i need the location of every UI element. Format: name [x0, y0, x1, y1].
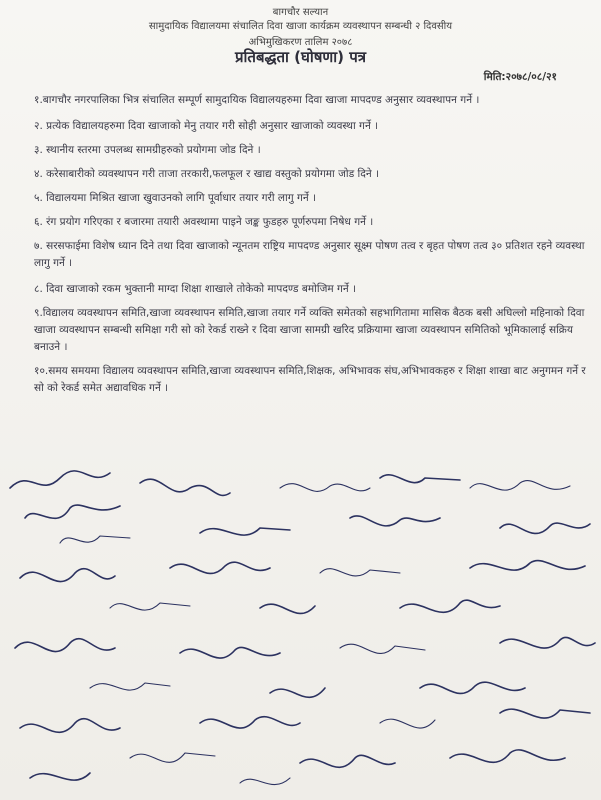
signature-mark [30, 773, 90, 780]
signature-mark [400, 600, 500, 612]
commitment-item-5: ५. विद्यालयमा मिश्रित खाजा खुवाउनको लागि पूर्वाधार तयार गरी लागु गर्ने । [34, 192, 317, 204]
signature-mark [25, 505, 120, 518]
signature-mark [60, 536, 130, 543]
signature-mark [280, 484, 370, 492]
commitment-item-6: ६. रंग प्रयोग गरिएका र बजारमा तयारी अवस्थामा पाइने जङ्क फुडहरु पूर्णरुपमा निषेध गर्ने । [34, 216, 374, 228]
signature-mark [90, 683, 170, 690]
header-location: बागचौर सल्यान [272, 7, 329, 18]
signature-mark [10, 471, 110, 488]
header-training: अभिमुखिकरण तालिम २०७८ [248, 37, 353, 48]
signature-mark [200, 717, 300, 728]
signature-mark [200, 528, 290, 535]
signature-mark [15, 639, 115, 652]
commitment-item-10: १०.समय समयमा विद्यालय व्यवस्थापन समिति,खाजा व्यवस्थापन समिति,शिक्षक, अभिभावक संघ,अभिभावकहरु र शिक्षा शाखा बाट अनुगमन गर्ने र सो को रेकर्ड समेत अद्यावधिक गर्ने । [34, 365, 586, 394]
commitment-list [34, 92, 586, 404]
signature-mark [350, 516, 440, 526]
signature-mark [500, 709, 590, 718]
commitment-item-7: ७. सरसफाईमा विशेष ध्यान दिने तथा दिवा खाजाको न्यूनतम राष्ट्रिय मापदण्ड अनुसार सूक्ष्म पोषण तत्व र बृहत पोषण तत्व ३० प्रतिशत रहने व्यवस्था लागु गर्ने । [34, 240, 585, 269]
signature-mark [340, 644, 425, 653]
commitment-item-9: ९.विद्यालय व्यवस्थापन समिति,खाजा व्यवस्थापन समिति,खाजा तयार गर्ने व्यक्ति समेतको सहभागितामा मासिक बैठक बसी अघिल्लो महिनाको दिवा खाजा व्यवस्थापन सम्बन्धी समिक्षा गरी सो को रेकर्ड राख्ने र दिवा खाजा सामग्री खरिद प्रक्रियामा खाजा व्यवस्थापन समितिको भूमिकालाई सक्रिय बनाउने । [34, 307, 585, 353]
commitment-item-3: ३. स्थानीय स्तरमा उपलब्ध सामग्रीहरुको प्रयोगमा जोड दिने । [34, 144, 261, 156]
signature-mark [180, 647, 280, 658]
header-program: सामुदायिक विद्यालयमा संचालित दिवा खाजा कार्यक्रम व्यवस्थापन सम्बन्धी २ दिवसीय [148, 21, 453, 32]
signature-mark [20, 569, 115, 582]
signature-mark [270, 688, 325, 697]
signature-mark [300, 755, 395, 767]
signature-mark [380, 475, 460, 483]
signature-mark [470, 561, 585, 571]
signature-mark [420, 682, 525, 693]
signature-mark [130, 753, 215, 762]
document-title: प्रतिबद्धता (घोषणा) पत्र [234, 48, 367, 66]
signatures-area [0, 458, 601, 800]
signature-mark [380, 719, 435, 728]
signature-mark [260, 604, 315, 613]
commitment-item-2: २. प्रत्येक विद्यालयहरुमा दिवा खाजाको मेनु तयार गरी सोही अनुसार खाजाको व्यवस्था गर्ने । [34, 120, 379, 132]
handwritten-signatures [0, 458, 601, 800]
commitment-item-1: १.बागचौर नगरपालिका भित्र संचालित सम्पूर्ण सामुदायिक विद्यालयहरुमा दिवा खाजा मापदण्ड अनुसार व्यवस्थापन गर्ने । [34, 94, 480, 106]
signature-mark [450, 750, 565, 762]
commitment-item-4: ४. करेसाबारीको व्यवस्थापन गरी ताजा तरकारी,फलफूल र खाद्य वस्तुको प्रयोगमा जोड दिने । [34, 168, 379, 180]
signature-mark [140, 479, 230, 495]
signature-mark [320, 569, 400, 576]
signature-mark [470, 481, 570, 491]
signature-mark [20, 719, 120, 733]
commitment-item-8: ८. दिवा खाजाको रकम भुक्तानी माग्दा शिक्षा शाखाले तोकेको मापदण्ड बमोजिम गर्ने । [34, 283, 357, 295]
signature-mark [170, 562, 270, 573]
signature-mark [500, 637, 595, 648]
document-date: मिति:२०७८/०८/२१ [483, 71, 557, 83]
signature-mark [500, 523, 590, 533]
signature-mark [240, 778, 290, 785]
signature-mark [110, 603, 190, 610]
